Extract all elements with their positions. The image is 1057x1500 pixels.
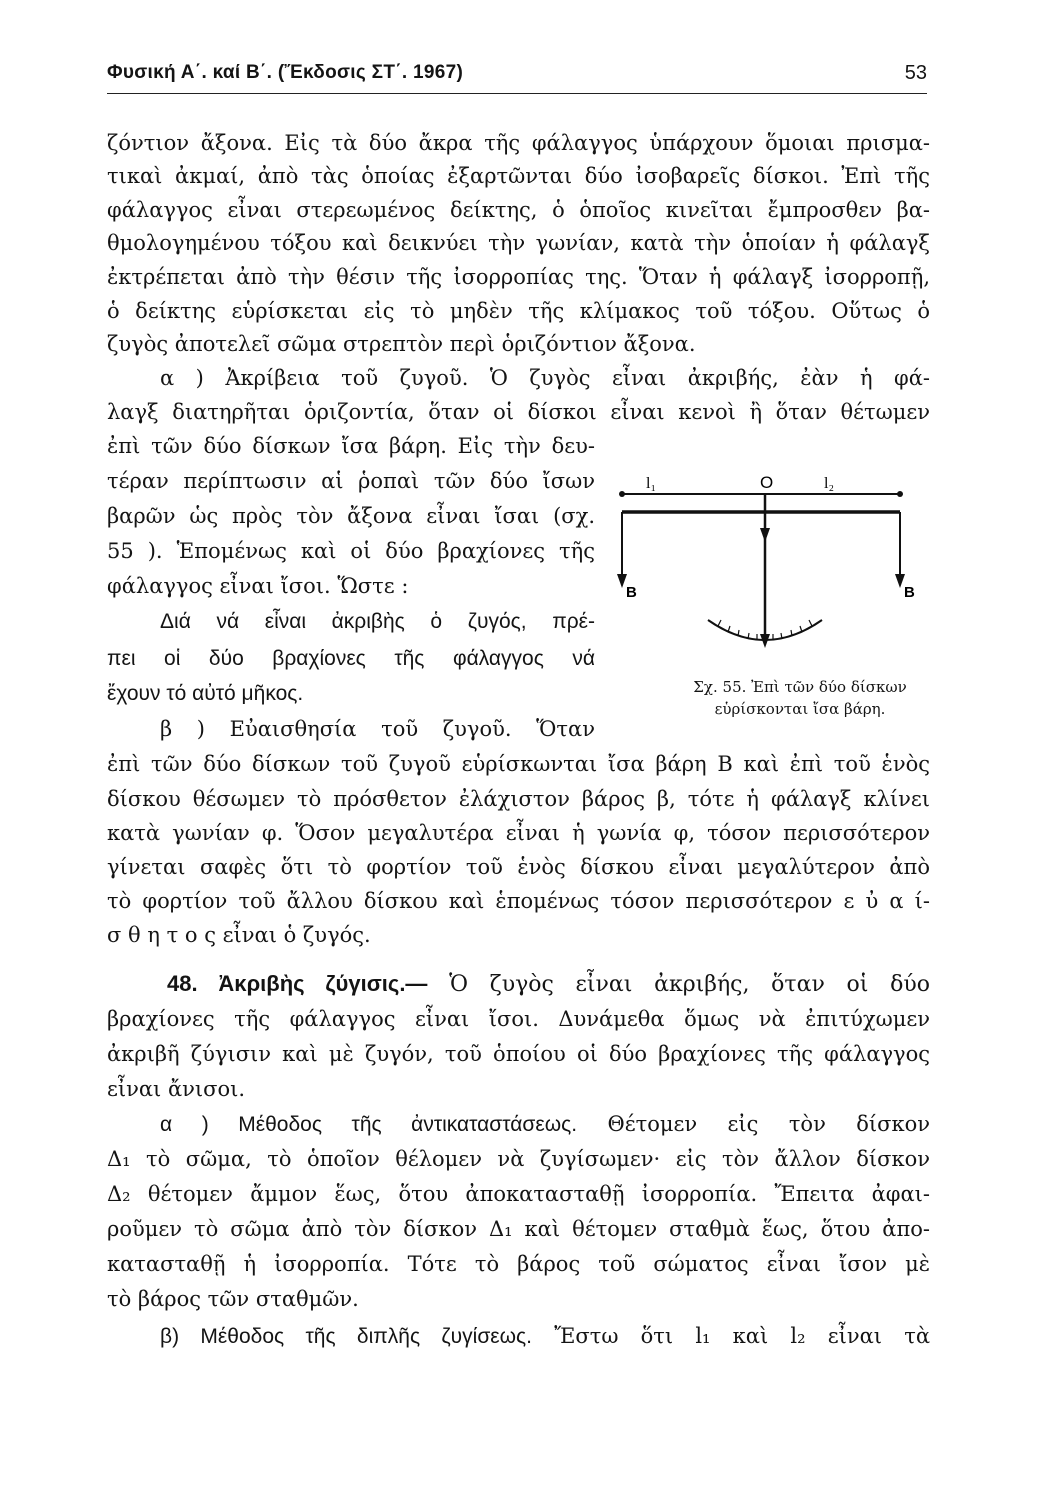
- body-line: κατασταθῇ ἡ ἰσορροπία. Τότε τὸ βάρος τοῦ σώματος εἶναι ἴσον μὲ: [107, 1252, 930, 1276]
- page-header: [107, 62, 927, 92]
- left-weight-label: B: [626, 584, 637, 601]
- figure-caption: [660, 676, 940, 720]
- method-a-first-line-text: Θέτομεν εἰς τὸν δίσκον: [607, 1112, 930, 1136]
- body-line: ἀκριβῆ ζύγισιν καὶ μὲ ζυγόν, τοῦ ὁποίου οἱ δύο βραχίονες τῆς φάλαγγος: [107, 1042, 930, 1066]
- method-b-first-line-text: Ἔστω ὅτι l₁ καὶ l₂ εἶναι τὰ: [554, 1324, 930, 1348]
- body-line: σ θ η τ ο ς εἶναι ὁ ζυγός.: [107, 923, 371, 947]
- body-line: ζυγὸς ἀποτελεῖ σῶμα στρεπτὸν περὶ ὁριζόντιον ἄξονα.: [107, 332, 696, 356]
- side-line: β ) Εὐαισθησία τοῦ ζυγοῦ. Ὅταν: [160, 717, 595, 741]
- method-a-heading: α ) Μέθοδος τῆς ἀντικαταστάσεως.: [160, 1113, 578, 1136]
- body-line: φάλαγγος εἶναι στερεωμένος δείκτης, ὁ ὁποῖος κινεῖται ἔμπροσθεν βα-: [107, 198, 930, 222]
- header-rule: [107, 93, 927, 94]
- side-line: ἐπὶ τῶν δύο δίσκων ἴσα βάρη. Εἰς τὴν δευ-: [107, 434, 595, 458]
- body-line: Δ₂ θέτομεν ἄμμον ἕως, ὅτου ἀποκατασταθῇ ἰσορροπία. Ἔπειτα ἀφαι-: [107, 1182, 930, 1206]
- body-line: βραχίονες τῆς φάλαγγος εἶναι ἴσοι. Δυνάμεθα ὅμως νὰ ἐπιτύχωμεν: [107, 1007, 930, 1031]
- body-line: ροῦμεν τὸ σῶμα ἀπὸ τὸν δίσκον Δ₁ καὶ θέτομεν σταθμὰ ἕως, ὅτου ἀπο-: [107, 1217, 930, 1241]
- right-weight-label: B: [904, 584, 915, 601]
- side-line: 55 ). Ἑπομένως καὶ οἱ δύο βραχίονες τῆς: [107, 539, 595, 563]
- body-line: τὸ φορτίον τοῦ ἄλλου δίσκου καὶ ἑπομένως τόσον περισσότερον ε ὐ α ί-: [107, 889, 930, 913]
- method-b-first-line: [160, 1320, 930, 1352]
- rule-statement-line: Διά νά εἶναι ἀκριβὴς ὁ ζυγός, πρέ-: [160, 610, 595, 633]
- body-line: τὸ βάρος τῶν σταθμῶν.: [107, 1287, 359, 1311]
- page-number: 53: [904, 62, 927, 84]
- body-line: Δ₁ τὸ σῶμα, τὸ ὁποῖον θέλομεν νὰ ζυγίσωμεν· εἰς τὸν ἄλλον δίσκον: [107, 1147, 930, 1171]
- running-head: Φυσική Α΄. καί Β΄. (Ἔκδοσις ΣΤ΄. 1967): [107, 62, 464, 83]
- body-line: λαγξ διατηρῆται ὁριζοντία, ὅταν οἱ δίσκοι εἶναι κενοὶ ἢ ὅταν θέτωμεν: [107, 400, 930, 424]
- label-o: O: [760, 473, 774, 492]
- body-line: ζόντιον ἄξονα. Εἰς τὰ δύο ἄκρα τῆς φάλαγγος ὑπάρχουν ὅμοιαι πρισμα-: [107, 131, 930, 155]
- side-line: τέραν περίπτωσιν αἱ ῥοπαὶ τῶν δύο ἴσων: [107, 469, 595, 493]
- side-line: βαρῶν ὡς πρὸς τὸν ἄξονα εἶναι ἴσαι (σχ.: [107, 504, 595, 528]
- body-line: δίσκου θέσωμεν τὸ πρόσθετον ἐλάχιστον βάρος β, τότε ἡ φάλαγξ κλίνει: [107, 787, 930, 811]
- side-line: φάλαγγος εἶναι ἴσοι. Ὥστε :: [107, 574, 409, 598]
- body-line: ὁ δείκτης εὑρίσκεται εἰς τὸ μηδὲν τῆς κλίμακος τοῦ τόξου. Οὕτως ὁ: [107, 299, 930, 323]
- figure-caption-line: Σχ. 55. Ἐπὶ τῶν δύο δίσκων: [693, 678, 907, 696]
- method-b-heading: β) Μέθοδος τῆς διπλῆς ζυγίσεως.: [160, 1325, 532, 1348]
- body-line: τικαὶ ἀκμαί, ἀπὸ τὰς ὁποίας ἐξαρτῶνται δύο ἰσοβαρεῖς δίσκοι. Ἐπὶ τῆς: [107, 164, 930, 188]
- rule-statement-line: πει οἱ δύο βραχίονες τῆς φάλαγγος νά: [107, 647, 595, 670]
- label-l2: l₂: [824, 475, 835, 492]
- pointer-arrow-top: [760, 528, 770, 542]
- section-48-heading: 48. Ἀκριβὴς ζύγισις.—: [167, 971, 428, 996]
- body-line: ἐπὶ τῶν δύο δίσκων τοῦ ζυγοῦ εὑρίσκωνται ἴσα βάρη B καὶ ἐπὶ τοῦ ἑνὸς: [107, 752, 930, 776]
- body-line: κατὰ γωνίαν φ. Ὅσον μεγαλυτέρα εἶναι ἡ γωνία φ, τόσον περισσότερον: [107, 821, 930, 845]
- label-l1: l₁: [646, 475, 657, 492]
- section-48-first-line-text: Ὁ ζυγὸς εἶναι ἀκριβής, ὅταν οἱ δύο: [449, 972, 930, 997]
- body-line: α ) Ἀκρίβεια τοῦ ζυγοῦ. Ὁ ζυγὸς εἶναι ἀκριβής, ἐὰν ἡ φά-: [160, 366, 930, 390]
- method-a-first-line: [160, 1108, 930, 1140]
- body-line: θμολογημένου τόξου καὶ δεικνύει τὴν γωνίαν, κατὰ τὴν ὁποίαν ἡ φάλαγξ: [107, 231, 930, 255]
- dimension-end-right: [897, 491, 903, 497]
- dimension-end-left: [619, 491, 625, 497]
- body-line: ἐκτρέπεται ἀπὸ τὴν θέσιν τῆς ἰσορροπίας της. Ὅταν ἡ φάλαγξ ἰσορροπῇ,: [107, 265, 930, 289]
- rule-statement-line: ἔχουν τό αὐτό μῆκος.: [107, 682, 304, 705]
- body-line: εἶναι ἄνισοι.: [107, 1077, 246, 1101]
- body-line: γίνεται σαφὲς ὅτι τὸ φορτίον τοῦ ἑνὸς δίσκου εἶναι μεγαλύτερον ἀπὸ: [107, 855, 930, 879]
- figure-caption-line: εὑρίσκονται ἴσα βάρη.: [714, 700, 886, 718]
- section-48-first-line: [107, 968, 930, 1000]
